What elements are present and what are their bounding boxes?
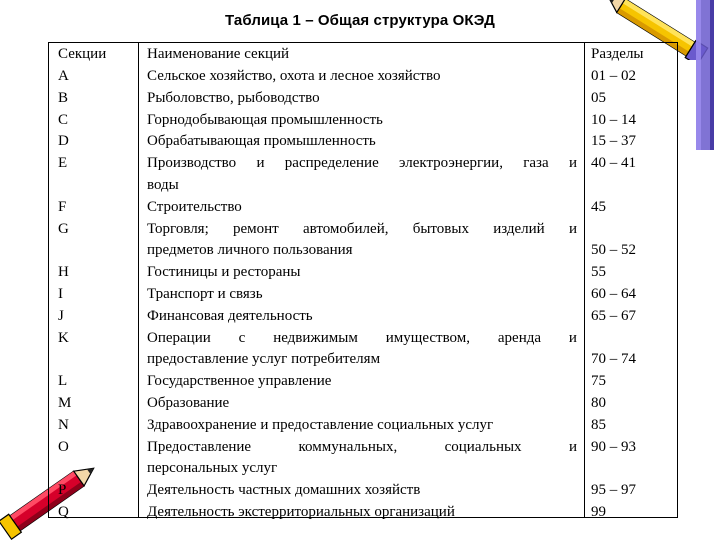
header-name: Наименование секций: [147, 46, 290, 62]
section-divisions: 50 – 52: [591, 242, 636, 259]
section-name-line: Здравоохранение и предоставление социальных услуг: [147, 416, 494, 433]
section-divisions: 85: [591, 416, 606, 433]
section-name-word: автомобилей,: [302, 220, 389, 237]
section-name-word: и: [568, 155, 577, 172]
section-name-line: персональных услуг: [147, 460, 278, 477]
section-code: H: [58, 264, 69, 281]
section-name-word: аренда: [497, 329, 542, 346]
section-name-word: и: [568, 329, 577, 346]
section-name-word: с: [238, 329, 246, 346]
section-name-line: Транспорт и связь: [147, 286, 263, 302]
section-divisions: 01 – 02: [591, 68, 636, 84]
section-name-line: [147, 219, 577, 240]
section-divisions: 99: [591, 504, 606, 520]
section-name-line: Финансовая деятельность: [147, 307, 313, 324]
section-code: E: [58, 155, 68, 172]
column-divider: [584, 43, 585, 517]
section-name-line: Гостиницы и рестораны: [147, 264, 301, 281]
section-name-line: Деятельность экстерриториальных организаций: [147, 504, 455, 520]
section-name-word: недвижимым: [273, 329, 358, 346]
section-code: M: [58, 395, 72, 411]
section-name-word: социальных: [444, 438, 522, 455]
section-divisions: 95 – 97: [591, 482, 636, 499]
section-name-word: ремонт: [233, 220, 279, 237]
header-divisions: Разделы: [591, 46, 644, 62]
section-name-line: предоставление услуг потребителям: [147, 351, 381, 368]
section-name-line: Рыболовство, рыбоводство: [147, 89, 320, 106]
section-name-word: газа: [523, 155, 549, 172]
section-name-word: электроэнергии,: [399, 155, 503, 172]
section-code: G: [58, 220, 69, 237]
section-name-word: имуществом,: [385, 329, 471, 346]
section-code: O: [58, 438, 69, 455]
section-divisions: 15 – 37: [591, 133, 636, 150]
pencil-icon: [692, 0, 720, 160]
section-code: N: [58, 416, 69, 433]
section-code: F: [58, 198, 67, 215]
section-name-word: Предоставление: [147, 438, 252, 455]
section-divisions: 65 – 67: [591, 307, 636, 324]
column-divider: [138, 43, 139, 517]
section-divisions: 45: [591, 198, 606, 215]
page-title: Таблица 1 – Общая структура ОКЭД: [225, 12, 495, 29]
section-name-line: Образование: [147, 395, 230, 411]
section-divisions: 80: [591, 395, 606, 411]
section-divisions: 10 – 14: [591, 111, 636, 128]
section-code: K: [58, 329, 69, 346]
okved-structure-table: [48, 42, 678, 518]
section-name-line: воды: [147, 176, 179, 193]
section-name-word: Операции: [147, 329, 211, 346]
section-divisions: 70 – 74: [591, 351, 636, 368]
section-code: D: [58, 133, 69, 150]
section-name-line: [147, 328, 577, 349]
section-divisions: 55: [591, 264, 606, 281]
section-name-line: Сельское хозяйство, охота и лесное хозяйство: [147, 68, 441, 84]
header-sections: Секции: [58, 46, 107, 62]
section-name-line: [147, 153, 577, 174]
section-code: L: [58, 373, 68, 390]
section-code: Q: [58, 504, 69, 520]
section-name-line: Обрабатывающая промышленность: [147, 133, 376, 150]
section-name-word: коммунальных,: [298, 438, 398, 455]
section-name-word: распределение: [284, 155, 379, 172]
section-name-word: Торговля;: [147, 220, 209, 237]
section-name-line: [147, 437, 577, 458]
section-code: A: [58, 68, 69, 84]
section-name-word: и: [256, 155, 265, 172]
section-name-word: изделий: [493, 220, 545, 237]
section-name-word: и: [568, 438, 577, 455]
section-code: C: [58, 111, 69, 128]
section-name-word: бытовых: [412, 220, 469, 237]
section-name-line: Строительство: [147, 198, 242, 215]
section-name-word: и: [568, 220, 577, 237]
section-divisions: 75: [591, 373, 606, 390]
section-code: B: [58, 89, 69, 106]
section-name-line: Деятельность частных домашних хозяйств: [147, 482, 421, 499]
section-divisions: 40 – 41: [591, 155, 636, 172]
section-name-line: Горнодобывающая промышленность: [147, 111, 383, 128]
section-code: P: [58, 482, 67, 499]
section-divisions: 05: [591, 89, 606, 106]
section-code: J: [58, 307, 64, 324]
section-code: I: [58, 286, 63, 302]
section-divisions: 60 – 64: [591, 286, 636, 302]
section-name-line: предметов личного пользования: [147, 242, 353, 259]
section-name-line: Государственное управление: [147, 373, 332, 390]
section-name-word: Производство: [147, 155, 237, 172]
section-divisions: 90 – 93: [591, 438, 636, 455]
